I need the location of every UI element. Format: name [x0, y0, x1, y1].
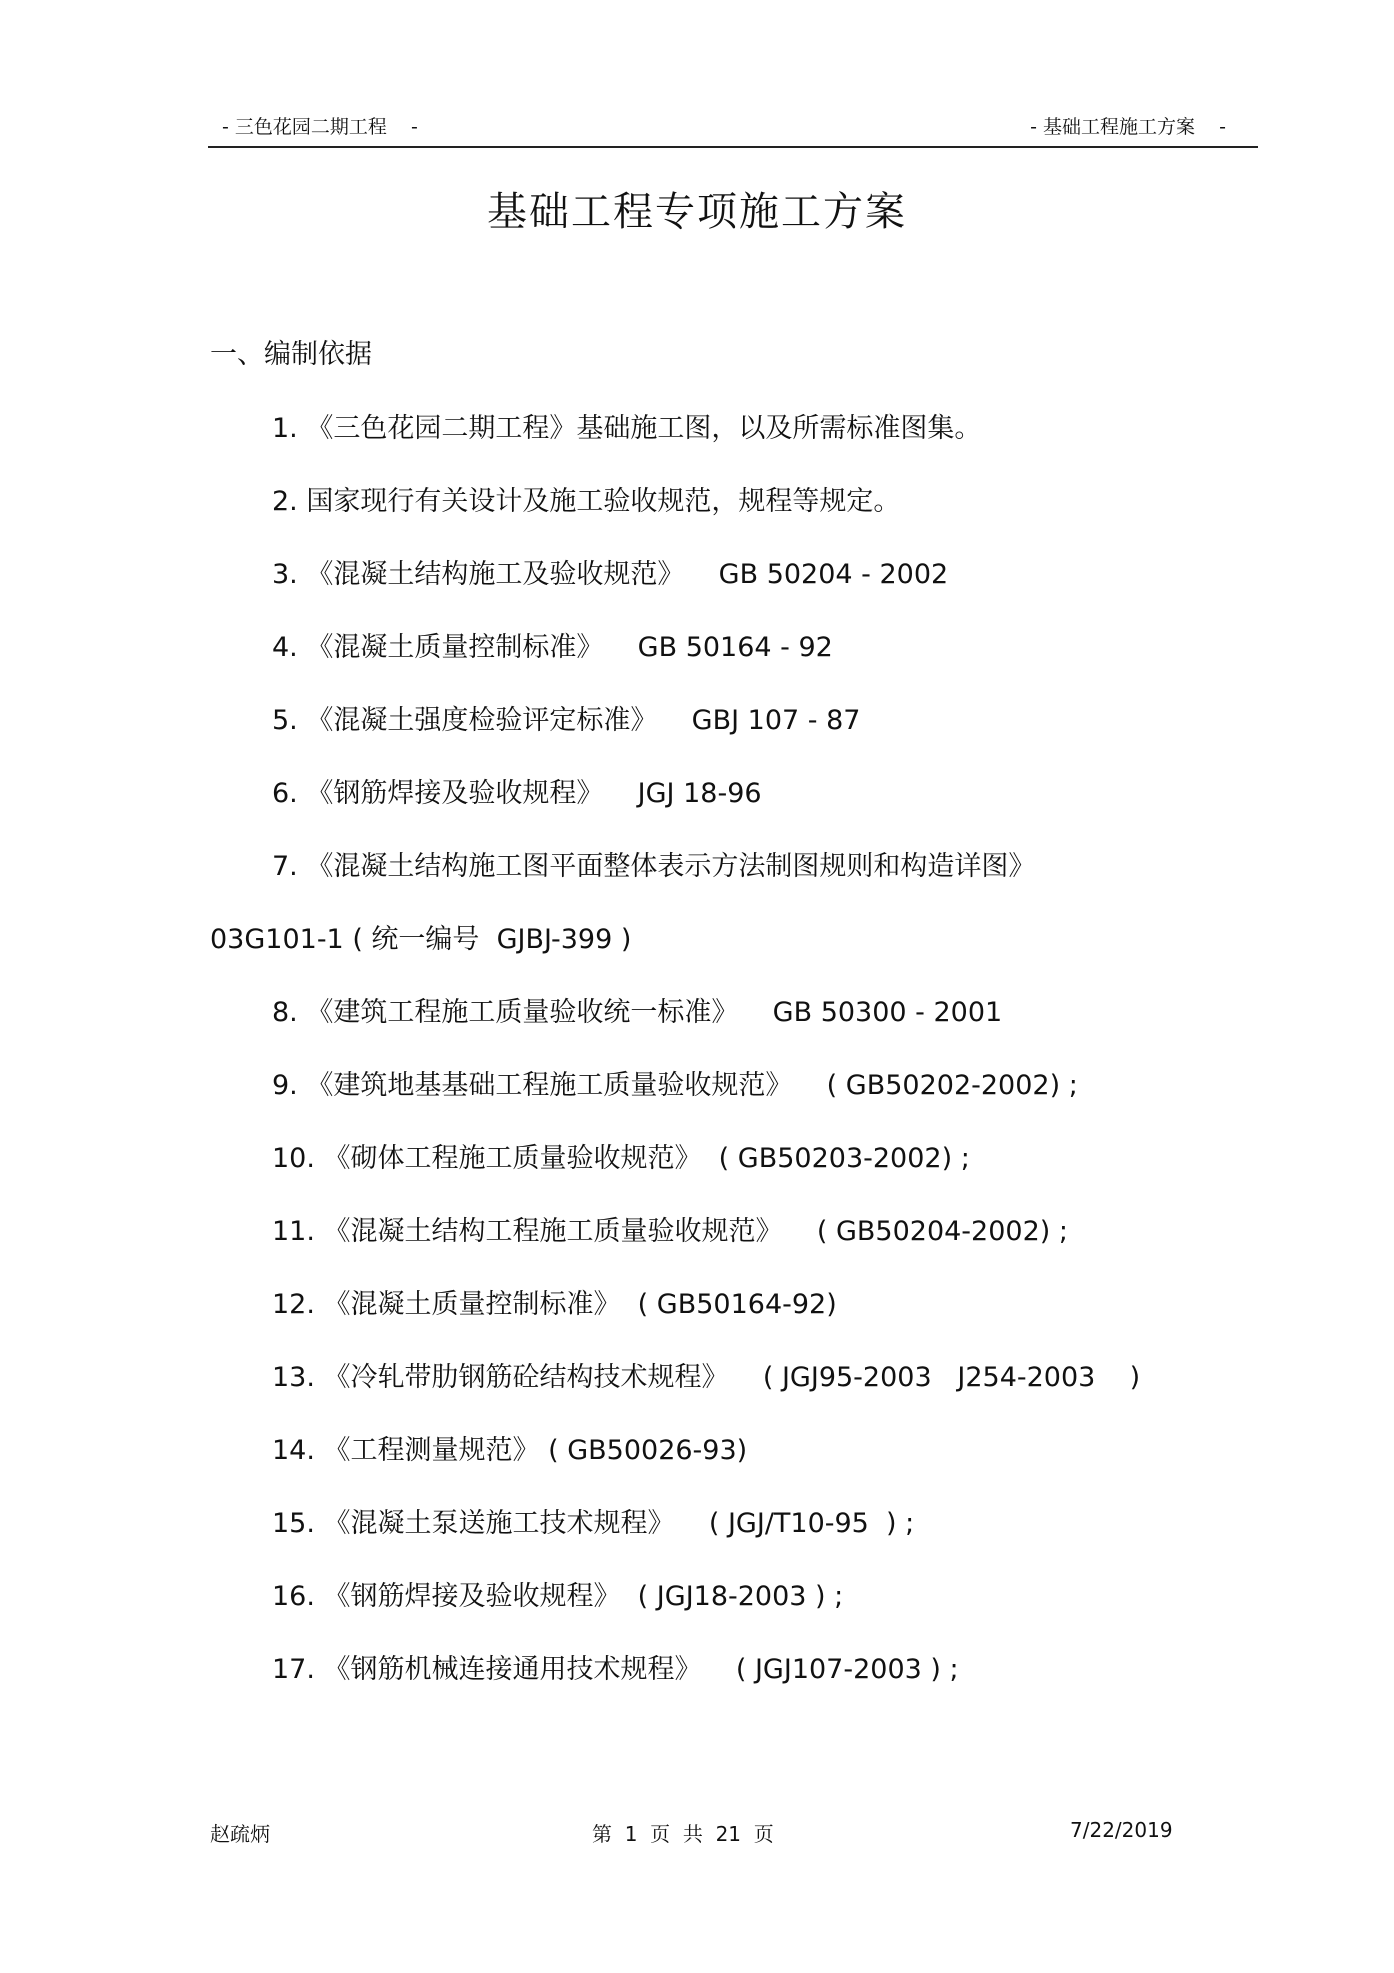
list-item: 10. 《砌体工程施工质量验收规范》 ( GB50203-2002) ; [272, 1143, 970, 1174]
list-item: 17. 《钢筋机械连接通用技术规程》 ( JGJ107-2003 ) ; [272, 1654, 959, 1685]
list-item: 1. 《三色花园二期工程》基础施工图，以及所需标准图集。 [272, 413, 982, 444]
list-item: 12. 《混凝土质量控制标准》 ( GB50164-92) [272, 1289, 837, 1320]
list-item: 11. 《混凝土结构工程施工质量验收规范》 ( GB50204-2002) ; [272, 1216, 1068, 1247]
list-item: 5. 《混凝土强度检验评定标准》 GBJ 107 - 87 [272, 705, 861, 736]
list-item: 13. 《冷轧带肋钢筋砼结构技术规程》 ( JGJ95-2003 J254-2003 ) [272, 1362, 1141, 1393]
list-item: 7. 《混凝土结构施工图平面整体表示方法制图规则和构造详图》 [272, 851, 1036, 882]
list-item: 15. 《混凝土泵送施工技术规程》 ( JGJ/T10-95 ) ; [272, 1508, 915, 1539]
list-item: 3. 《混凝土结构施工及验收规范》 GB 50204 - 2002 [272, 559, 949, 590]
list-item: 8. 《建筑工程施工质量验收统一标准》 GB 50300 - 2001 [272, 997, 1003, 1028]
list-item-continuation: 03G101-1 ( 统一编号 GJBJ-399 ) [210, 924, 632, 955]
list-item: 16. 《钢筋焊接及验收规程》 ( JGJ18-2003 ) ; [272, 1581, 844, 1612]
section-heading: 一、编制依据 [210, 339, 372, 370]
list-item: 2. 国家现行有关设计及施工验收规范，规程等规定。 [272, 486, 901, 517]
list-item: 14. 《工程测量规范》 ( GB50026-93) [272, 1435, 748, 1466]
list-item: 9. 《建筑地基基础工程施工质量验收规范》 ( GB50202-2002) ; [272, 1070, 1078, 1101]
page-header [208, 108, 1258, 148]
document-title: 基础工程专项施工方案 [487, 189, 907, 235]
header-project-name: - 三色花园二期工程 - [222, 116, 418, 138]
footer-page-number: 第 1 页 共 21 页 [592, 1822, 774, 1846]
header-document-name: - 基础工程施工方案 - [1030, 116, 1226, 138]
list-item: 4. 《混凝土质量控制标准》 GB 50164 - 92 [272, 632, 833, 663]
list-item: 6. 《钢筋焊接及验收规程》 JGJ 18-96 [272, 778, 762, 809]
footer-date: 7/22/2019 [1070, 1818, 1173, 1842]
footer-author: 赵疏炳 [210, 1822, 270, 1846]
